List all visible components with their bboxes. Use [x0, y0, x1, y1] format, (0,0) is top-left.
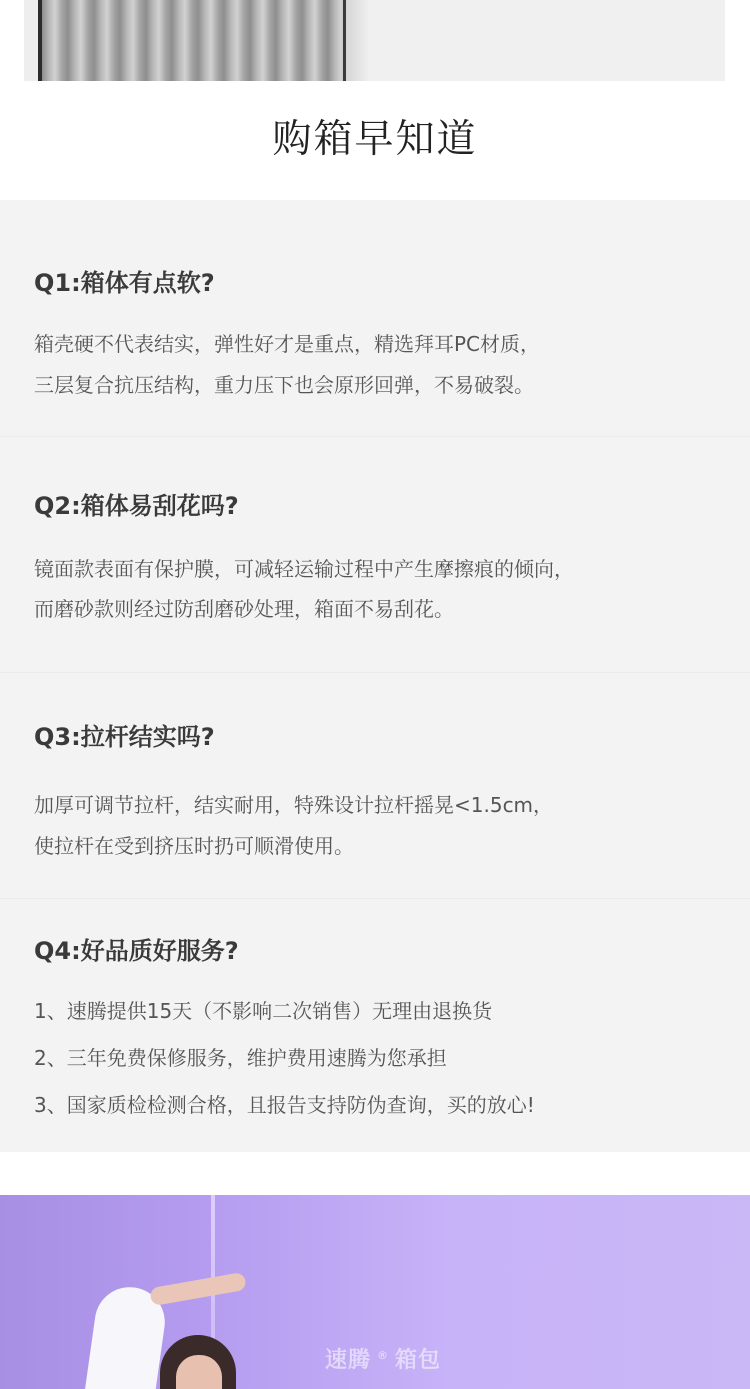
suitcase-image: [24, 0, 368, 81]
brand-category: 箱包: [395, 1348, 442, 1373]
brand-name: 速腾: [325, 1348, 372, 1373]
faq-question: Q4:好品质好服务?: [34, 937, 239, 965]
brand-watermark: [325, 1343, 441, 1374]
brand-banner: [0, 1195, 750, 1389]
suitcase-shadow: [346, 0, 368, 81]
faq-item-1: [0, 200, 750, 436]
section-title: 购箱早知道: [272, 117, 478, 162]
faq-item-3: [0, 672, 750, 898]
faq-answer-line: 使拉杆在受到挤压时扔可顺滑使用。: [34, 834, 354, 858]
faq-item-2: [0, 436, 750, 672]
faq-question: Q1:箱体有点软?: [34, 269, 215, 297]
faq-answer-line: 箱壳硬不代表结实，弹性好才是重点，精选拜耳PC材质，: [34, 332, 541, 356]
product-photo: [24, 0, 725, 81]
faq-item-4: [0, 898, 750, 1152]
suitcase-shell: [38, 0, 346, 81]
model-arm: [149, 1272, 247, 1306]
faq-answer-line: 2、三年免费保修服务，维护费用速腾为您承担: [34, 1046, 447, 1070]
faq-answer-line: 三层复合抗压结构，重力压下也会原形回弹，不易破裂。: [34, 373, 534, 397]
faq-answer-line: 加厚可调节拉杆，结实耐用，特殊设计拉杆摇晃<1.5cm，: [34, 793, 554, 817]
faq-question: Q2:箱体易刮花吗?: [34, 492, 239, 520]
model-face: [176, 1355, 222, 1389]
faq-answer-line: 而磨砂款则经过防刮磨砂处理，箱面不易刮花。: [34, 597, 454, 621]
faq-answer-line: 镜面款表面有保护膜，可减轻运输过程中产生摩擦痕的倾向，: [34, 557, 574, 581]
faq-section: [0, 200, 750, 1152]
registered-mark: ®: [377, 1348, 390, 1362]
faq-answer-line: 3、国家质检检测合格，且报告支持防伪查询，买的放心!: [34, 1093, 535, 1117]
faq-question: Q3:拉杆结实吗?: [34, 723, 215, 751]
faq-answer-line: 1、速腾提供15天（不影响二次销售）无理由退换货: [34, 999, 493, 1023]
